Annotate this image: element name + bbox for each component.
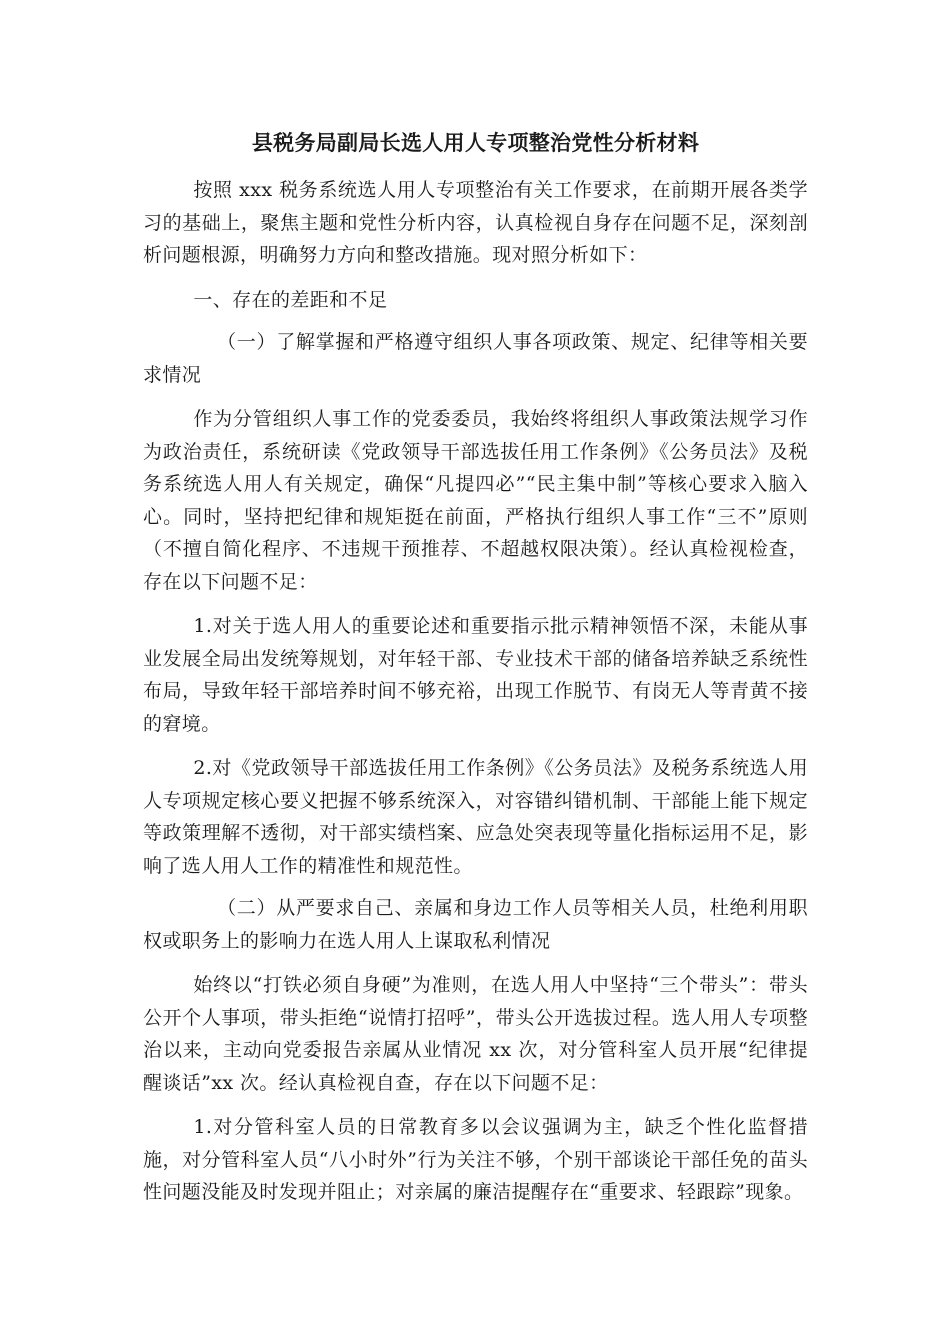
subsection-heading-1: （一）了解掌握和严格遵守组织人事各项政策、规定、纪律等相关要求情况 xyxy=(143,331,808,386)
subsection-1-item-1: 1.对关于选人用人的重要论述和重要指示批示精神领悟不深，未能从事业发展全局出发统筹规划，对年轻干部、专业技术干部的储备培养缺乏系统性布局，导致年轻干部培养时间不够充裕，出现工作脱节、有岗无人等青黄不接的窘境。 xyxy=(143,615,808,735)
subsection-1-item-2: 2.对《党政领导干部选拔任用工作条例》《公务员法》及税务系统选人用人专项规定核心要义把握不够系统深入，对容错纠错机制、干部能上能下规定等政策理解不透彻，对干部实绩档案、应急处突表现等量化指标运用不足，影响了选人用人工作的精准性和规范性。 xyxy=(143,757,808,877)
subsection-2-body: 始终以“打铁必须自身硬”为准则，在选人用人中坚持“三个带头”：带头公开个人事项，带头拒绝“说情打招呼”，带头公开选拔过程。选人用人专项整治以来，主动向党委报告亲属从业情况 xx 次，对分管科室人员开展“纪律提醒谈话”xx 次。经认真检视自查，存在以下问题不足： xyxy=(143,974,808,1094)
subsection-heading-2: （二）从严要求自己、亲属和身边工作人员等相关人员，杜绝利用职权或职务上的影响力在选人用人上谋取私利情况 xyxy=(143,897,808,952)
document-title: 县税务局副局长选人用人专项整治党性分析材料 xyxy=(251,131,700,155)
subsection-1-body: 作为分管组织人事工作的党委委员，我始终将组织人事政策法规学习作为政治责任，系统研读《党政领导干部选拔任用工作条例》《公务员法》及税务系统选人用人有关规定，确保“凡提四必”“民主集中制”等核心要求入脑入心。同时，坚持把纪律和规矩挺在前面，严格执行组织人事工作“三不”原则（不擅自简化程序、不违规干预推荐、不超越权限决策）。经认真检视检查，存在以下问题不足： xyxy=(143,408,808,593)
section-heading-1: 一、存在的差距和不足 xyxy=(193,288,388,311)
document-body xyxy=(143,128,808,1209)
intro-paragraph: 按照 xxx 税务系统选人用人专项整治有关工作要求，在前期开展各类学习的基础上，聚焦主题和党性分析内容，认真检视自身存在问题不足，深刻剖析问题根源，明确努力方向和整改措施。现对照分析如下： xyxy=(143,179,808,266)
subsection-2-item-1: 1.对分管科室人员的日常教育多以会议强调为主，缺乏个性化监督措施，对分管科室人员“八小时外”行为关注不够，个别干部谈论干部任免的苗头性问题没能及时发现并阻止；对亲属的廉洁提醒存在“重要求、轻跟踪”现象。 xyxy=(143,1116,808,1203)
